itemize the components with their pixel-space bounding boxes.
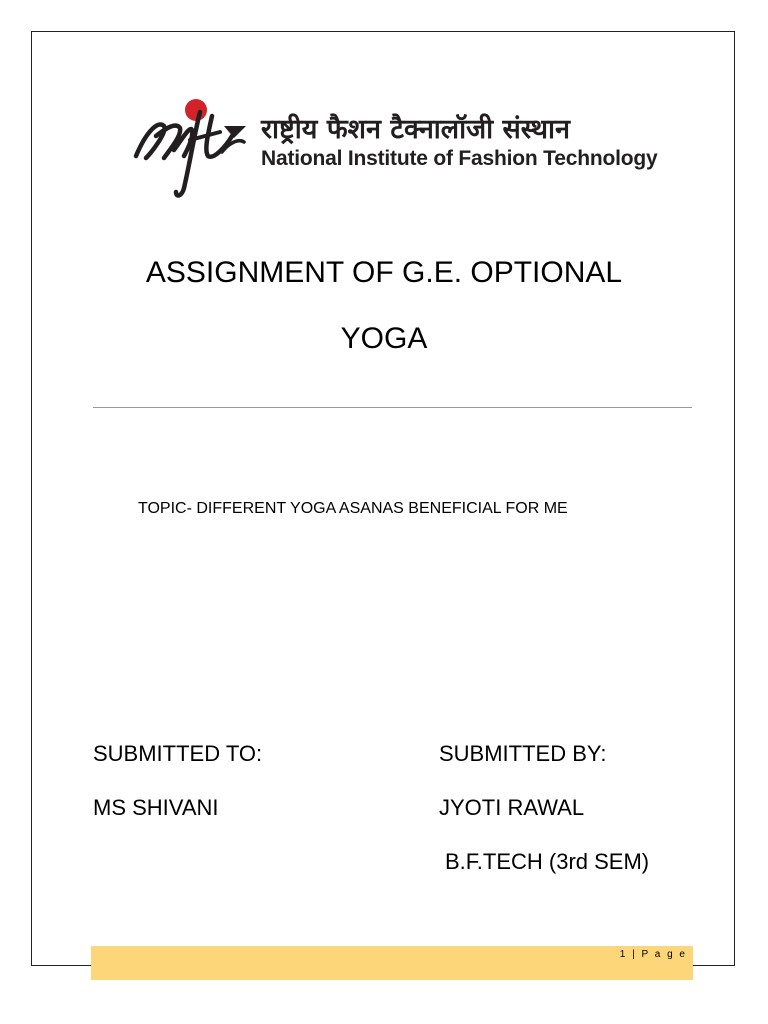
institute-name-hindi: राष्ट्रीय फैशन टैक्नालॉजी संस्थान xyxy=(261,114,570,145)
assignment-title-line2: YOGA xyxy=(340,322,428,355)
submitted-by-label: SUBMITTED BY: xyxy=(439,741,607,766)
assignment-title-line1: ASSIGNMENT OF G.E. OPTIONAL xyxy=(145,256,623,289)
horizontal-divider xyxy=(93,407,692,408)
submitted-by-course: B.F.TECH (3rd SEM) xyxy=(445,849,650,874)
page-number: 1 | P a g e xyxy=(619,949,687,960)
submitted-by-name: JYOTI RAWAL xyxy=(439,795,585,820)
topic-text: TOPIC- DIFFERENT YOGA ASANAS BENEFICIAL FOR ME xyxy=(138,500,568,517)
footer-bar xyxy=(91,946,693,980)
submitted-to-name: MS SHIVANI xyxy=(93,795,219,820)
logo-red-dot xyxy=(185,99,207,121)
nift-logo xyxy=(128,92,668,204)
nift-logo-mark xyxy=(128,92,260,204)
submitted-to-label: SUBMITTED TO: xyxy=(93,741,263,766)
institute-name-english: National Institute of Fashion Technology xyxy=(261,147,658,170)
